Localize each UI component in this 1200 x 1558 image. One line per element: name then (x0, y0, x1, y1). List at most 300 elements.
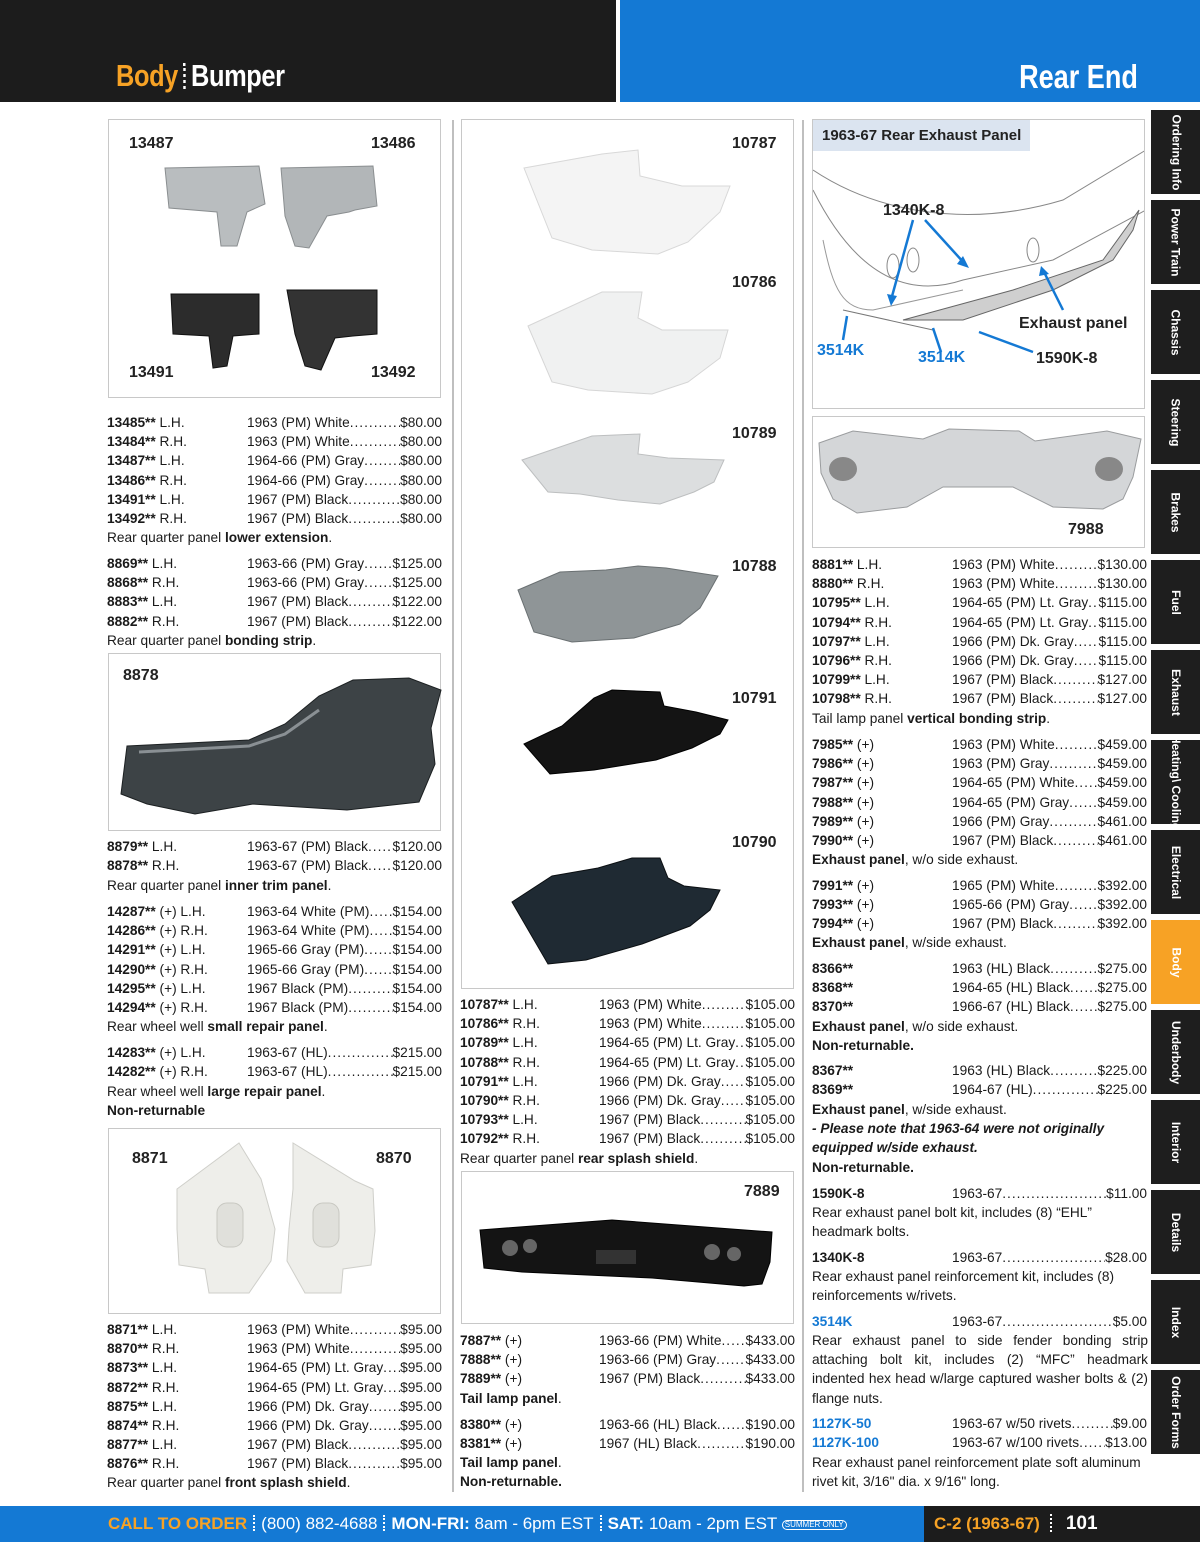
image-label: 7889 (744, 1183, 780, 1200)
part-description: 1963 (PM) White (952, 557, 1055, 572)
part-description: 1966 (PM) Dk. Gray (599, 1073, 721, 1089)
part-row (812, 613, 1147, 632)
part-number: 14287** (107, 904, 156, 919)
part-price: $95.00 (400, 1456, 442, 1472)
part-side: (+) (853, 897, 875, 913)
part-row (107, 592, 442, 611)
part-number: 13486** (107, 472, 156, 488)
part-description: 1963 (PM) White (952, 737, 1055, 752)
page-title (116, 58, 285, 94)
tab-heating-cooling[interactable] (1151, 734, 1200, 830)
part-description: 1963-64 White (PM) (247, 904, 370, 919)
image-label: 13486 (371, 135, 416, 152)
image-label: 10790 (732, 834, 777, 851)
part-side: R.H. (148, 1456, 180, 1472)
tab-label: Heating\ Cooling (1169, 734, 1184, 830)
part-description: 1963 (PM) White (247, 1322, 350, 1337)
part-number: 13491** (107, 491, 156, 507)
part-price: $225.00 (1097, 1082, 1147, 1098)
part-price: $433.00 (745, 1371, 795, 1387)
part-description: 1963 (PM) White (247, 1341, 350, 1357)
part-row (460, 1110, 795, 1129)
tab-label: Chassis (1169, 308, 1183, 356)
part-price: $95.00 (400, 1437, 442, 1453)
part-row (812, 555, 1147, 574)
part-price: $392.00 (1097, 878, 1147, 893)
product-image-exhaust-panel (812, 416, 1145, 548)
part-price: $105.00 (745, 1073, 795, 1089)
part-description: 1966 (PM) Dk. Gray (952, 633, 1074, 649)
part-description: 1967 (PM) Black (247, 1437, 349, 1453)
part-row (812, 959, 1147, 978)
part-number: 8381** (460, 1436, 502, 1452)
footer-contact: CALL TO ORDER (800) 882-4688 MON-FRI: 8am - 6pm EST SAT: 10am - 2pm EST SUMMER ONLY (108, 1514, 847, 1534)
part-number: 7887** (460, 1333, 502, 1348)
tab-label: Body (1169, 947, 1183, 977)
part-description: 1963 (PM) White (247, 415, 350, 430)
diagram-label-bolt-kit: 1590K-8 (1036, 350, 1098, 367)
part-price: $154.00 (392, 923, 442, 939)
part-row (812, 997, 1147, 1016)
part-number: 8870** (107, 1341, 149, 1357)
parts-list-exhaust-panel-hl (812, 959, 1147, 1017)
part-price: $120.00 (392, 858, 442, 874)
part-description: 1964-65 (PM) Lt. Gray (599, 1054, 736, 1070)
part-number: 14283** (107, 1045, 156, 1060)
caption-tail-lamp: Tail lamp panel. (460, 1391, 562, 1406)
part-row (812, 1414, 1147, 1433)
tab-label: Details (1168, 1212, 1183, 1252)
part-number: 10795** (812, 595, 861, 611)
part-description: 1967 Black (PM) (247, 980, 349, 996)
part-side: L.H. (860, 595, 890, 611)
part-row (460, 1072, 795, 1091)
part-description: 1963-67 (HL) (247, 1064, 328, 1080)
part-row (107, 1339, 442, 1358)
footer-page-info (934, 1513, 1098, 1535)
part-row (812, 1061, 1147, 1080)
part-row (107, 940, 442, 959)
tab-ordering-info[interactable] (1151, 110, 1200, 194)
part-number: 7993** (812, 897, 854, 913)
part-price: $125.00 (392, 556, 442, 571)
part-description: 1963 (HL) Black (952, 961, 1051, 976)
parts-list-exhaust-panel-side (812, 876, 1147, 934)
part-price: $95.00 (400, 1360, 442, 1376)
image-label: 10786 (732, 274, 777, 291)
diagram-label-bolt: 3514K (918, 349, 966, 366)
tab-label: Electrical (1169, 845, 1183, 899)
part-side: R.H. (148, 1417, 180, 1433)
part-price: $154.00 (392, 980, 442, 996)
lower-extension-photo (109, 120, 442, 399)
part-price: $105.00 (745, 997, 795, 1012)
part-row (460, 1129, 795, 1148)
part-description: 1967 (PM) Black (247, 594, 349, 610)
tab-power-train[interactable] (1151, 200, 1200, 284)
part-description: 1967 (PM) Black (247, 510, 349, 526)
part-description: 1967 (PM) Black (247, 613, 349, 629)
part-number: 8883** (107, 594, 149, 610)
part-side: R.H. (148, 1379, 180, 1395)
part-price: $95.00 (400, 1398, 442, 1414)
part-price: $127.00 (1097, 672, 1147, 688)
part-description: 1964-65 (PM) White (952, 775, 1075, 791)
image-label: 10791 (732, 690, 777, 707)
part-description: 1964-66 (PM) Gray (247, 472, 365, 488)
part-row (107, 413, 442, 432)
tab-details[interactable] (1151, 1190, 1200, 1274)
part-row (107, 573, 442, 592)
part-price: $105.00 (745, 1092, 795, 1108)
image-label: 13487 (129, 135, 174, 152)
part-side: (+) (853, 878, 875, 893)
part-description: 1964-65 (PM) Gray (952, 794, 1070, 810)
part-description: 1967 (PM) Black (952, 691, 1054, 707)
part-price: $13.00 (1105, 1435, 1147, 1451)
part-number: 13492** (107, 510, 156, 526)
tab-label: Underbody (1169, 1020, 1183, 1084)
part-price: $125.00 (392, 575, 442, 591)
part-description: 1963 (PM) Gray (952, 756, 1050, 772)
part-row (460, 1053, 795, 1072)
part-description: 1963-67 w/50 rivets (952, 1416, 1072, 1431)
part-price: $115.00 (1098, 652, 1147, 668)
part-side: (+) (501, 1417, 523, 1432)
part-number: 8879** (107, 839, 149, 854)
part-description: 1963 (PM) White (952, 576, 1055, 592)
part-description: 1963-64 White (PM) (247, 923, 370, 939)
part-description: 1966 (PM) Gray (952, 813, 1050, 829)
category-title: Rear End (1019, 58, 1138, 95)
part-side: (+) (501, 1333, 523, 1348)
part-description: 1967 (PM) Black (952, 916, 1054, 932)
caption-tail-lamp-hl: Tail lamp panel. Non-returnable. (460, 1455, 562, 1490)
part-description: 1965-66 Gray (PM) (247, 961, 365, 977)
part-price: $190.00 (745, 1436, 795, 1452)
parts-list-exhaust-panel-pm (812, 735, 1147, 850)
part-row (812, 689, 1147, 708)
part-row (107, 979, 442, 998)
part-price: $275.00 (1097, 961, 1147, 976)
part-price: $11.00 (1106, 1186, 1147, 1201)
section-code: C-2 (1963-67) (934, 1514, 1040, 1533)
part-price: $392.00 (1097, 897, 1147, 913)
parts-list-bonding-strip (107, 554, 442, 631)
part-number: 8872** (107, 1379, 149, 1395)
part-number: 13484** (107, 434, 156, 450)
part-number: 1340K-8 (812, 1250, 865, 1265)
part-row (812, 574, 1147, 593)
part-row (107, 554, 442, 573)
tab-label: Steering (1168, 397, 1183, 447)
part-side: R.H. (508, 1016, 540, 1032)
part-price: $392.00 (1097, 916, 1147, 932)
part-description: 1963-67 (PM) Black (247, 858, 368, 874)
tab-index[interactable] (1151, 1280, 1200, 1364)
part-price: $215.00 (392, 1064, 442, 1080)
part-number: 8871** (107, 1322, 149, 1337)
part-row (812, 793, 1147, 812)
caption-large-repair: Rear wheel well large repair panel. Non-returnable (107, 1084, 326, 1119)
part-description: 1967 (PM) Black (247, 1456, 349, 1472)
parts-list-rear-splash (460, 995, 795, 1149)
part-description: 1966 (PM) Dk. Gray (599, 1092, 721, 1108)
part-side: (+) (501, 1371, 523, 1387)
part-number: 8874** (107, 1417, 149, 1433)
part-number: 8878** (107, 858, 149, 874)
part-price: $154.00 (392, 904, 442, 919)
tab-label: Exhaust (1169, 668, 1183, 716)
part-number: 7989** (812, 813, 854, 829)
part-number: 10794** (812, 614, 861, 630)
part-price: $95.00 (400, 1341, 442, 1357)
part-row (812, 1184, 1147, 1203)
part-description: 1963-67 (PM) Black (247, 839, 368, 854)
part-description: 1966 (PM) Dk. Gray (247, 1417, 369, 1433)
part-row (107, 1043, 442, 1062)
kit-reinforcement-text: Rear exhaust panel reinforcement kit, includes (8) reinforcements w/rivets. (812, 1269, 1115, 1304)
part-description: 1967 (PM) Black (952, 832, 1054, 848)
kit-reinforcement (812, 1248, 1147, 1267)
part-price: $154.00 (392, 961, 442, 977)
part-description: 1964-67 (HL) (952, 1082, 1033, 1098)
diagram-label-exhaust-panel: Exhaust panel (1019, 315, 1128, 332)
part-row (460, 1091, 795, 1110)
part-side: L.H. (860, 633, 890, 649)
part-price: $95.00 (400, 1322, 442, 1337)
phone-number[interactable]: (800) 882-4688 (261, 1514, 378, 1533)
part-price: $275.00 (1097, 980, 1147, 996)
part-description: 1963-66 (PM) Gray (599, 1352, 717, 1368)
diagram-label-reinforcement: 1340K-8 (883, 202, 945, 219)
part-description: 1963-67 (952, 1314, 1003, 1329)
part-number: 3514K (812, 1314, 853, 1329)
parts-list-vertical-bonding (812, 555, 1147, 709)
tab-underbody[interactable] (1151, 1010, 1200, 1094)
tab-label: Index (1169, 1306, 1183, 1338)
part-number: 10797** (812, 633, 861, 649)
tail-lamp-panel-photo (462, 1172, 795, 1325)
kit-bolt (812, 1184, 1147, 1203)
part-side: L.H. (508, 1112, 538, 1128)
part-price: $122.00 (392, 594, 442, 610)
part-number: 14291** (107, 942, 156, 958)
part-price: $105.00 (745, 1016, 795, 1032)
caption-exhaust-panel-hl: Exhaust panel, w/o side exhaust. Non-returnable. (812, 1019, 1019, 1054)
product-image-tail-lamp-panel (461, 1171, 794, 1324)
part-number: 14282** (107, 1064, 156, 1080)
part-row (107, 1435, 442, 1454)
part-row (460, 1331, 795, 1350)
part-description: 1965 (PM) White (952, 878, 1055, 893)
part-row (107, 921, 442, 940)
part-row (812, 632, 1147, 651)
part-price: $461.00 (1097, 832, 1147, 848)
column-divider (802, 120, 804, 1492)
part-side: (+) L.H. (155, 980, 206, 996)
caption-exhaust-panel-hl-side: Exhaust panel, w/side exhaust. - Please note that 1963-64 were not originally equipped w/side exhaust. Non-returnable. (812, 1102, 1105, 1175)
part-row (812, 735, 1147, 754)
part-price: $190.00 (745, 1417, 795, 1432)
part-row (107, 960, 442, 979)
part-price: $115.00 (1098, 595, 1147, 611)
part-description: 1963-67 w/100 rivets (952, 1435, 1080, 1451)
part-description: 1963-66 (PM) White (599, 1333, 722, 1348)
tab-chassis[interactable] (1151, 290, 1200, 374)
part-side: (+) R.H. (155, 961, 208, 977)
caption-bonding-strip: Rear quarter panel bonding strip. (107, 633, 317, 648)
part-price: $459.00 (1097, 756, 1147, 772)
tab-body[interactable] (1151, 920, 1200, 1004)
part-row (812, 812, 1147, 831)
kit-side-fender-bolts (812, 1312, 1147, 1331)
part-row (107, 612, 442, 631)
part-row (812, 831, 1147, 850)
page-number: 101 (1065, 1513, 1098, 1534)
part-side: (+) (501, 1436, 523, 1452)
part-description: 1966 (PM) Dk. Gray (247, 1398, 369, 1414)
tab-order-forms[interactable] (1151, 1370, 1200, 1454)
part-number: 7889** (460, 1371, 502, 1387)
part-number: 8368** (812, 980, 854, 996)
part-row (107, 1454, 442, 1473)
part-side: L.H. (148, 1398, 178, 1414)
part-number: 8881** (812, 557, 854, 572)
tab-brakes[interactable] (1151, 470, 1200, 554)
part-description: 1965-66 (PM) Gray (952, 897, 1070, 913)
part-side: (+) L.H. (155, 942, 206, 958)
tab-interior[interactable] (1151, 1100, 1200, 1184)
call-to-order: CALL TO ORDER (108, 1514, 248, 1533)
part-side: R.H. (508, 1054, 540, 1070)
part-price: $115.00 (1098, 633, 1147, 649)
part-row (812, 1312, 1147, 1331)
part-side: (+) R.H. (155, 1064, 208, 1080)
front-splash-shield-photo (109, 1129, 442, 1315)
part-description: 1963-67 (HL) (247, 1045, 328, 1060)
part-side: R.H. (860, 652, 892, 668)
part-row (812, 670, 1147, 689)
part-description: 1964-66 (PM) Gray (247, 453, 365, 469)
column-divider (452, 120, 454, 1492)
image-label: 13491 (129, 364, 174, 381)
part-description: 1967 (PM) Black (952, 672, 1054, 688)
part-number: 7985** (812, 737, 854, 752)
part-price: $80.00 (400, 453, 442, 469)
part-description: 1967 Black (PM) (247, 999, 349, 1015)
part-side: (+) (853, 775, 875, 791)
part-row (460, 1014, 795, 1033)
part-row (107, 471, 442, 490)
caption-rear-splash: Rear quarter panel rear splash shield. (460, 1151, 699, 1166)
tab-electrical[interactable] (1151, 830, 1200, 914)
part-side: (+) L.H. (155, 904, 206, 919)
part-side: R.H. (155, 510, 187, 526)
part-number: 8367** (812, 1063, 854, 1078)
kit-rivets-text: Rear exhaust panel reinforcement plate soft aluminum rivet kit, 3/16" dia. x 9/16" long. (812, 1455, 1141, 1490)
part-description: 1963-66 (PM) Gray (247, 575, 365, 591)
part-row (107, 451, 442, 470)
part-side: (+) (853, 737, 875, 752)
part-price: $80.00 (400, 434, 442, 450)
part-number: 1127K-50 (812, 1416, 872, 1431)
part-description: 1963 (PM) White (599, 997, 702, 1012)
product-image-front-splash-shield (108, 1128, 441, 1314)
part-side: L.H. (148, 839, 178, 854)
part-side: (+) (853, 916, 875, 932)
part-row (812, 978, 1147, 997)
part-number: 14286** (107, 923, 156, 939)
part-row (107, 509, 442, 528)
summer-only-badge: SUMMER ONLY (782, 1520, 847, 1530)
part-side: (+) (853, 832, 875, 848)
parts-list-front-splash (107, 1320, 442, 1474)
part-row (460, 1033, 795, 1052)
caption-vertical-bonding: Tail lamp panel vertical bonding strip. (812, 711, 1051, 726)
part-price: $80.00 (400, 491, 442, 507)
part-side: R.H. (508, 1131, 540, 1147)
part-side: R.H. (508, 1092, 540, 1108)
part-row (812, 651, 1147, 670)
tab-fuel[interactable] (1151, 560, 1200, 644)
part-side: L.H. (508, 1035, 538, 1051)
part-side: R.H. (860, 614, 892, 630)
part-description: 1963-67 (952, 1250, 1003, 1265)
diagram-title: 1963-67 Rear Exhaust Panel (813, 120, 1030, 151)
image-label: 10788 (732, 558, 777, 575)
part-description: 1966 (PM) Dk. Gray (952, 652, 1074, 668)
part-price: $461.00 (1097, 813, 1147, 829)
kit-bolt-text: Rear exhaust panel bolt kit, includes (8) “EHL” headmark bolts. (812, 1205, 1092, 1240)
title-separator (183, 63, 186, 89)
part-description: 1967 (PM) Black (599, 1131, 701, 1147)
part-side: R.H. (148, 613, 180, 629)
part-description: 1964-65 (PM) Lt. Gray (247, 1379, 384, 1395)
part-row (107, 902, 442, 921)
tab-steering[interactable] (1151, 380, 1200, 464)
tab-label: Order Forms (1169, 1375, 1183, 1449)
caption-exhaust-panel-side: Exhaust panel, w/side exhaust. (812, 935, 1007, 950)
parts-list-large-repair (107, 1043, 442, 1081)
part-row (812, 1248, 1147, 1267)
part-side: R.H. (860, 691, 892, 707)
parts-list-exhaust-panel-hl-side (812, 1061, 1147, 1099)
parts-list-small-repair (107, 902, 442, 1017)
part-row (812, 593, 1147, 612)
part-number: 8869** (107, 556, 149, 571)
part-number: 7988** (812, 794, 854, 810)
part-row (107, 856, 442, 875)
part-number: 8380** (460, 1417, 502, 1432)
part-row (107, 1320, 442, 1339)
part-price: $105.00 (745, 1112, 795, 1128)
part-number: 7888** (460, 1352, 502, 1368)
tab-exhaust[interactable] (1151, 650, 1200, 734)
part-side: R.H. (148, 1341, 180, 1357)
product-image-lower-extensions (108, 119, 441, 398)
part-price: $459.00 (1097, 737, 1147, 752)
part-number: 14290** (107, 961, 156, 977)
part-description: 1964-65 (PM) Lt. Gray (952, 614, 1089, 630)
part-number: 10793** (460, 1112, 509, 1128)
kit-rivets (812, 1414, 1147, 1452)
part-price: $130.00 (1097, 576, 1147, 592)
part-side: L.H. (148, 1322, 178, 1337)
product-image-inner-trim-panel (108, 653, 441, 831)
part-number: 10790** (460, 1092, 509, 1108)
image-label: 8870 (376, 1150, 412, 1167)
